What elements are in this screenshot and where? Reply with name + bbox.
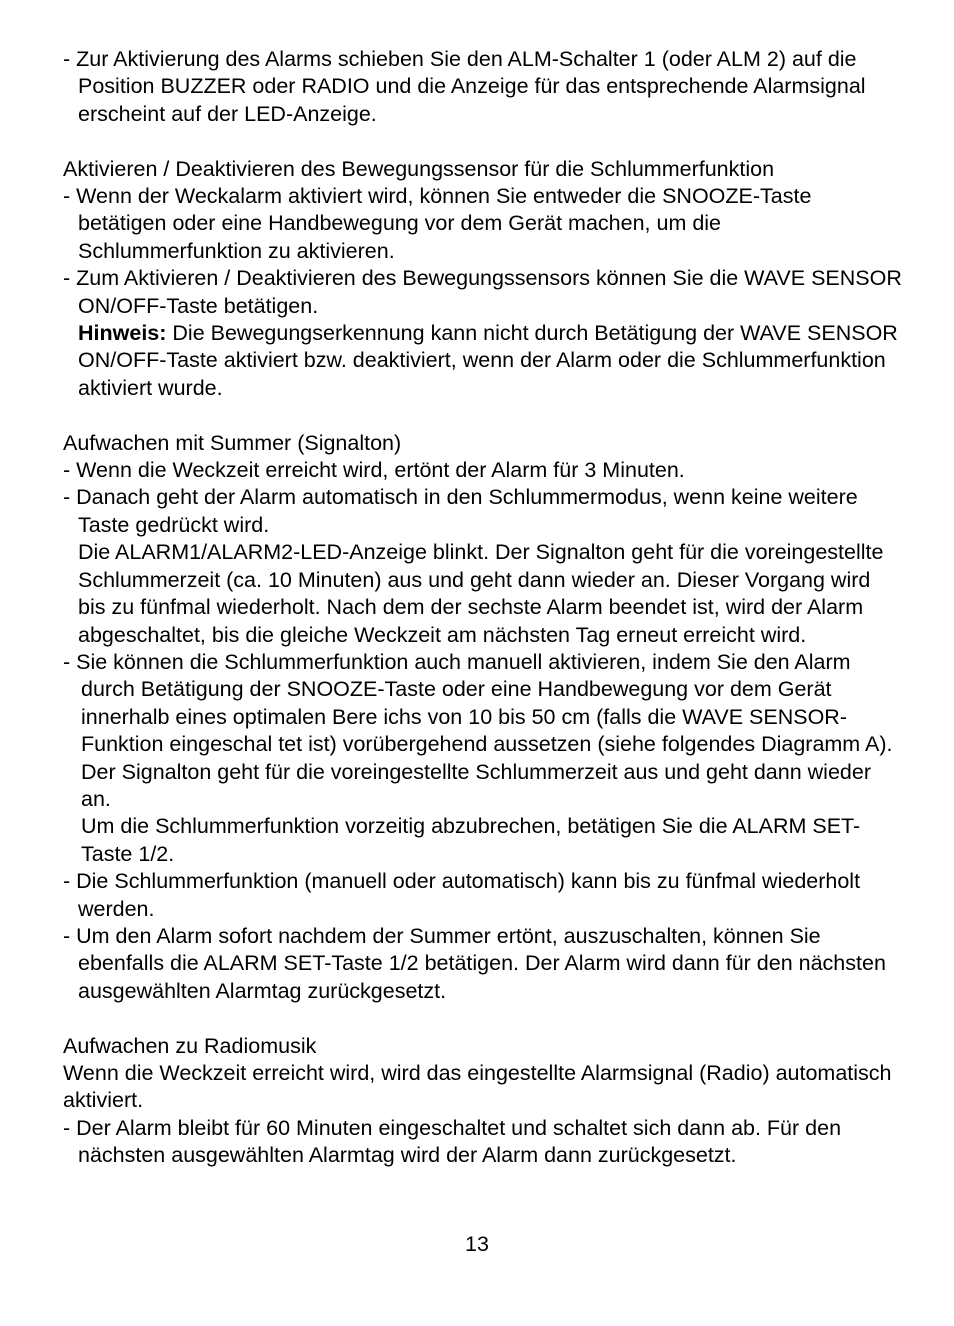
buzzer-item-2-continued: Die ALARM1/ALARM2-LED-Anzeige blinkt. Der Signalton geht für die voreingestellte Schlummerzeit (ca. 10 Minuten) aus und geht dann wieder an. Dieser Vorgang wird bis zu fünfmal wiederholt. Nach dem der sechste Alarm beendet ist, wird der Alarm abgeschaltet, bis die gleiche Weckzeit am nächsten Tag erneut erreicht wird. bbox=[78, 540, 884, 647]
motion-sensor-item-2: - Zum Aktivieren / Deaktivieren des Bewegungssensors können Sie die WAVE SENSOR ON/OFF-Taste betätigen. bbox=[63, 266, 902, 318]
note-label: Hinweis: bbox=[78, 321, 167, 346]
page-number: 13 bbox=[465, 1232, 489, 1256]
note-text: Die Bewegungserkennung kann nicht durch Betätigung der WAVE SENSOR ON/OFF-Taste aktiviert bzw. deaktiviert, wenn der Alarm oder die Schlummerfunktion aktiviert wurde. bbox=[78, 321, 898, 400]
buzzer-item-1: - Wenn die Weckzeit erreicht wird, ertönt der Alarm für 3 Minuten. bbox=[63, 458, 685, 483]
buzzer-item-5: - Um den Alarm sofort nachdem der Summer ertönt, auszuschalten, können Sie ebenfalls die ALARM SET-Taste 1/2 betätigen. Der Alarm wird dann für den nächsten ausgewählten Alarmtag zurückgesetzt. bbox=[63, 923, 886, 1003]
spacer bbox=[63, 1005, 903, 1032]
radio-paragraph: Wenn die Weckzeit erreicht wird, wird das eingestellte Alarmsignal (Radio) automatisch aktiviert. bbox=[63, 1060, 892, 1113]
spacer bbox=[63, 128, 903, 155]
buzzer-item-4: - Die Schlummerfunktion (manuell oder automatisch) kann bis zu fünfmal wiederholt werden. bbox=[63, 869, 861, 921]
buzzer-heading: Aufwachen mit Summer (Signalton) bbox=[63, 430, 402, 455]
note-paragraph bbox=[63, 320, 903, 402]
buzzer-item-3: - Sie können die Schlummerfunktion auch manuell aktivieren, indem Sie den Alarm durch Betätigung der SNOOZE-Taste oder eine Handbewegung vor dem Gerät innerhalb eines optimalen Bere ichs von 10 bis 50 cm (falls die WAVE SENSOR-Funktion eingeschal tet ist) vorübergehend aussetzen (siehe folgendes Diagramm A). Der Signalton geht für die voreingestellte Schlummerzeit aus und geht dann wieder an. bbox=[63, 649, 893, 811]
buzzer-item-3-continued: Um die Schlummerfunktion vorzeitig abzubrechen, betätigen Sie die ALARM SET-Taste 1/2. bbox=[81, 814, 861, 866]
radio-heading: Aufwachen zu Radiomusik bbox=[63, 1033, 317, 1058]
spacer bbox=[63, 402, 903, 429]
radio-item-1: - Der Alarm bleibt für 60 Minuten eingeschaltet und schaltet sich dann ab. Für den nächsten ausgewählten Alarmtag wird der Alarm dann zurückgesetzt. bbox=[63, 1115, 842, 1168]
buzzer-item-2: - Danach geht der Alarm automatisch in den Schlummermodus, wenn keine weitere Taste gedrückt wird. bbox=[63, 485, 858, 537]
alarm-activation-item: - Zur Aktivierung des Alarms schieben Sie den ALM-Schalter 1 (oder ALM 2) auf die Position BUZZER oder RADIO und die Anzeige für das entsprechende Alarmsignal erscheint auf der LED-Anzeige. bbox=[63, 47, 866, 126]
motion-sensor-heading: Aktivieren / Deaktivieren des Bewegungssensor für die Schlummerfunktion bbox=[63, 156, 775, 181]
document-page bbox=[63, 46, 903, 1170]
motion-sensor-item-1: - Wenn der Weckalarm aktiviert wird, können Sie entweder die SNOOZE-Taste betätigen oder eine Handbewegung vor dem Gerät machen, um die Schlummerfunktion zu aktivieren. bbox=[63, 184, 812, 263]
